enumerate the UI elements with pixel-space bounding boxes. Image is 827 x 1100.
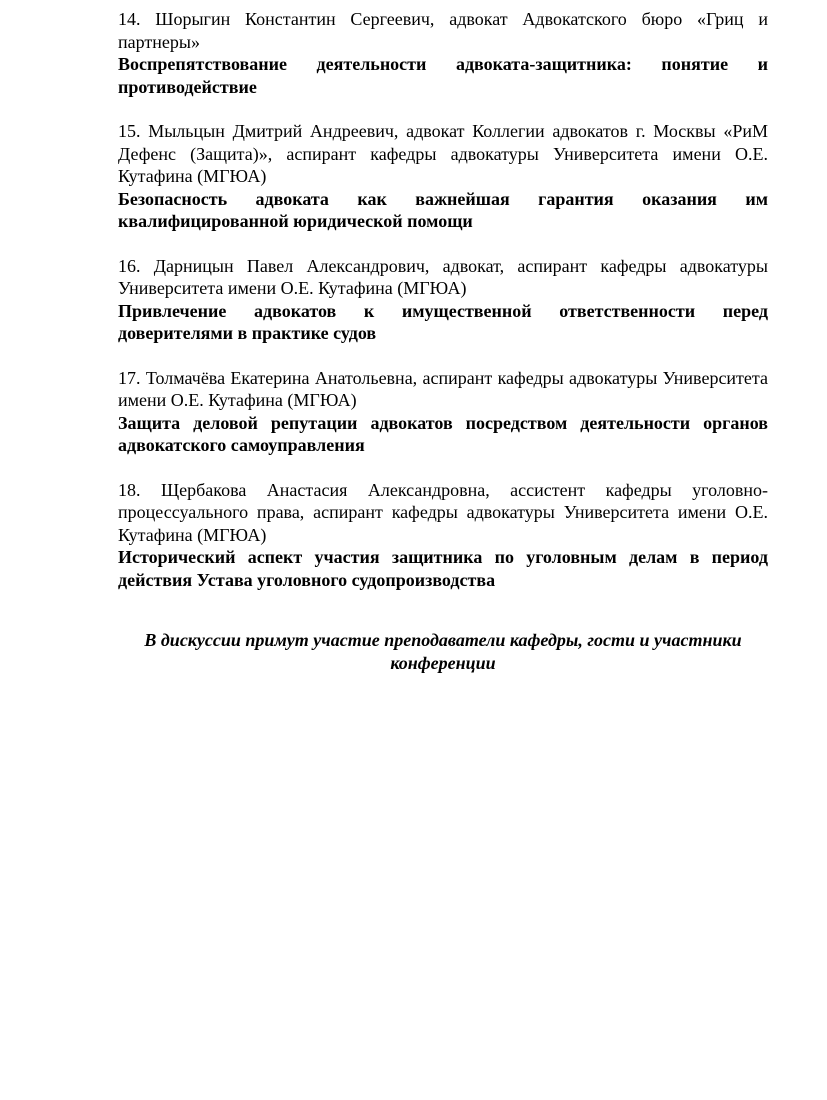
speaker-line: 16. Дарницын Павел Александрович, адвокат, аспирант кафедры адвокатуры Университета имени О.Е. Кутафина (МГЮА) bbox=[118, 255, 768, 298]
talk-topic: Исторический аспект участия защитника по уголовным делам в период действия Устава уголовного судопроизводства bbox=[118, 547, 768, 590]
talk-topic: Воспрепятствование деятельности адвоката-защитника: понятие и противодействие bbox=[118, 54, 768, 97]
closing-note: В дискуссии примут участие преподаватели кафедры, гости и участники конференции bbox=[144, 630, 742, 673]
speaker-line: 17. Толмачёва Екатерина Анатольевна, аспирант кафедры адвокатуры Университета имени О.Е. Кутафина (МГЮА) bbox=[118, 367, 768, 410]
document-page bbox=[118, 8, 768, 692]
program-entry-17 bbox=[118, 367, 768, 457]
program-entry-18 bbox=[118, 479, 768, 592]
speaker-line: 18. Щербакова Анастасия Александровна, ассистент кафедры уголовно-процессуального права, аспирант кафедры адвокатуры Университета имени О.Е. Кутафина (МГЮА) bbox=[118, 479, 768, 545]
program-entry-15 bbox=[118, 120, 768, 233]
talk-topic: Безопасность адвоката как важнейшая гарантия оказания им квалифицированной юридической помощи bbox=[118, 188, 768, 231]
talk-topic: Защита деловой репутации адвокатов посредством деятельности органов адвокатского самоуправления bbox=[118, 412, 768, 455]
speaker-line: 14. Шорыгин Константин Сергеевич, адвокат Адвокатского бюро «Гриц и партнеры» bbox=[118, 9, 768, 52]
program-entry-14 bbox=[118, 8, 768, 98]
talk-topic: Привлечение адвокатов к имущественной ответственности перед доверителями в практике судов bbox=[118, 300, 768, 343]
speaker-line: 15. Мыльцын Дмитрий Андреевич, адвокат Коллегии адвокатов г. Москвы «РиМ Дефенс (Защита)», аспирант кафедры адвокатуры Университета имени О.Е. Кутафина (МГЮА) bbox=[118, 121, 768, 186]
program-entry-16 bbox=[118, 255, 768, 345]
